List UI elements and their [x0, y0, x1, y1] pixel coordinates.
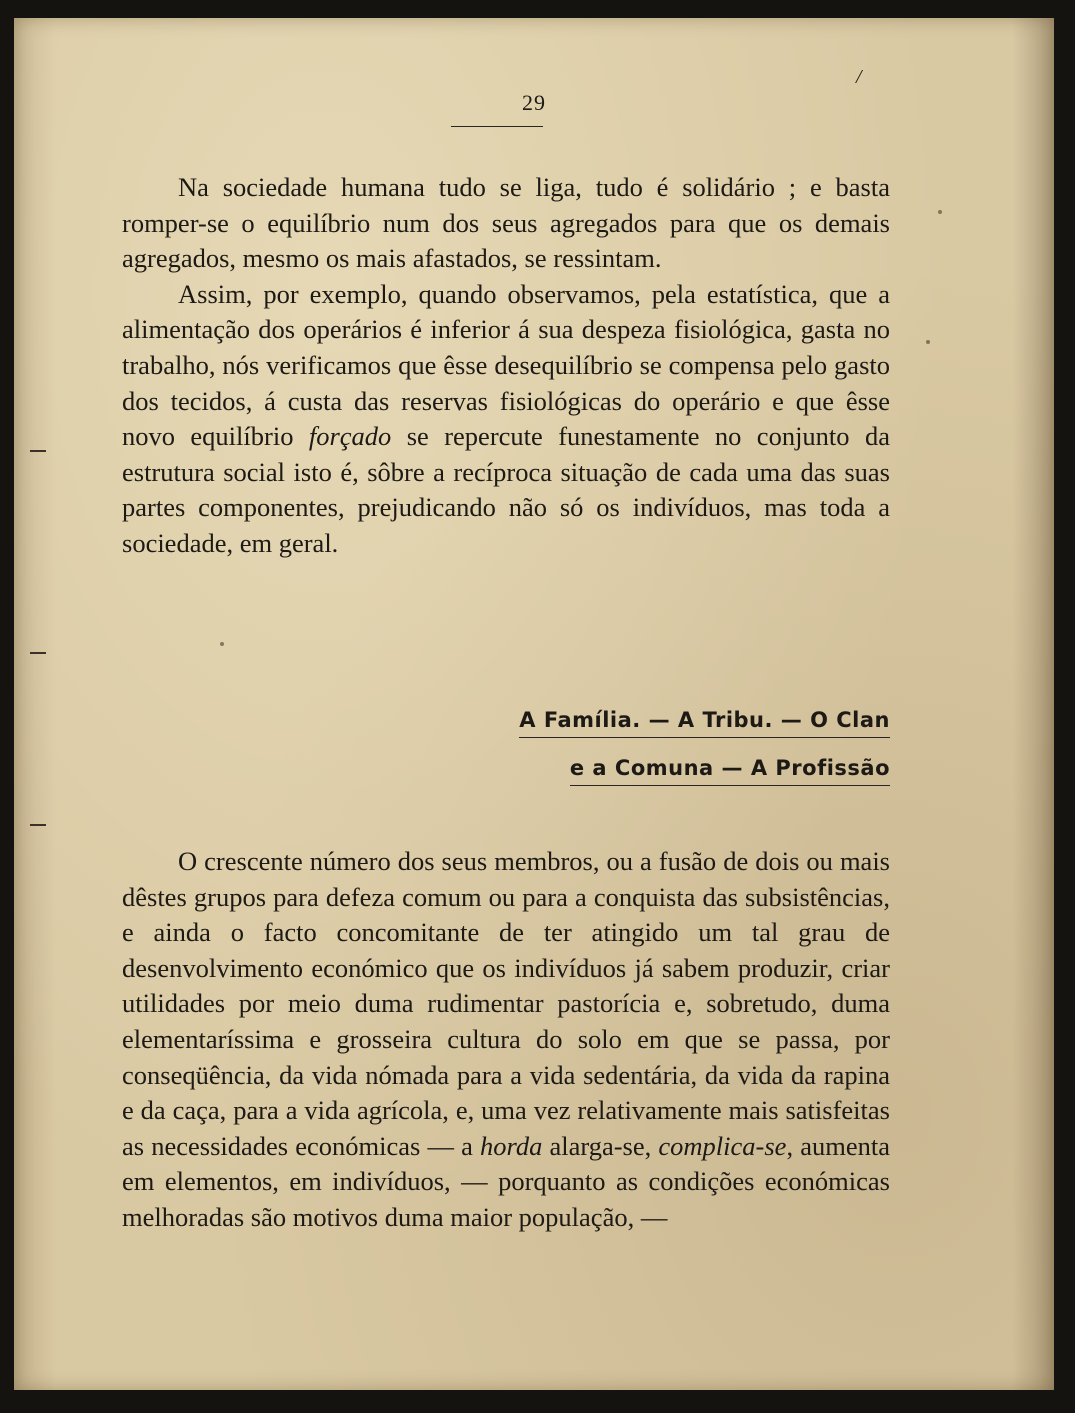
paper-speck: [926, 340, 930, 344]
text-block-bottom: [122, 844, 890, 1236]
paragraph-3: [122, 844, 890, 1236]
section-heading-text-2: e a Comuna — A Profissão: [570, 756, 890, 786]
paper-speck: [220, 642, 224, 646]
margin-mark-1: [30, 450, 46, 452]
paragraph-3-text-b: alarga-se,: [542, 1130, 659, 1161]
margin-mark-2: [30, 652, 46, 654]
paragraph-2-emphasis: forçado: [308, 421, 392, 452]
pencil-mark: /: [856, 66, 862, 88]
book-page: [14, 18, 1054, 1390]
section-heading-text-1: A Família. — A Tribu. — O Clan: [519, 708, 890, 738]
page-number-rule: [451, 126, 543, 127]
paragraph-3-emphasis-horda: horda: [480, 1130, 543, 1161]
text-block-top: [122, 170, 890, 562]
margin-mark-3: [30, 824, 46, 826]
paper-speck: [938, 210, 942, 214]
paragraph-3-emphasis-complica: complica-se: [658, 1130, 787, 1161]
paragraph-3-text-c: , aumenta em elementos, em indivíduos, — porquanto as condições económicas melhoradas são motivos duma maior população, —: [122, 1130, 890, 1232]
section-heading-line-2: [454, 756, 890, 780]
page-number: 29: [522, 90, 546, 115]
paragraph-2-text-a: Assim, por exemplo, quando observamos, pela estatística, que a alimentação dos operários é inferior á sua despeza fisiológica, gasta no trabalho, nós verificamos que êsse desequilíbrio se compensa pelo gasto dos tecidos, á custa das reservas fisiológicas do operário e que êsse novo equilíbrio: [122, 278, 890, 452]
paragraph-2: [122, 277, 890, 562]
paragraph-2-text-b: se repercute funestamente no conjunto da estrutura social isto é, sôbre a recíproca situação de cada uma das suas partes componentes, prejudicando não só os indivíduos, mas toda a sociedade, em geral.: [122, 421, 890, 558]
paragraph-1: Na sociedade humana tudo se liga, tudo é solidário ; e basta romper-se o equilíbrio num dos seus agregados para que os demais agregados, mesmo os mais afastados, se ressintam.: [122, 172, 890, 274]
section-heading-line-1: [454, 708, 890, 732]
paragraph-3-text-a: O crescente número dos seus membros, ou a fusão de dois ou mais dêstes grupos para defeza comum ou para a conquista das subsistências, e ainda o facto concomitante de ter atingido um tal grau de desenvolvimento económico que os indivíduos já sabem produzir, criar utilidades por meio duma rudimentar pastorícia e, sobretudo, duma elementaríssima e grosseira cultura do solo em que se passa, por conseqüência, da vida nómada para a vida sedentária, da vida da rapina e da caça, para a vida agrícola, e, uma vez relativamente mais satisfeitas as necessidades económicas — a: [122, 846, 890, 1161]
